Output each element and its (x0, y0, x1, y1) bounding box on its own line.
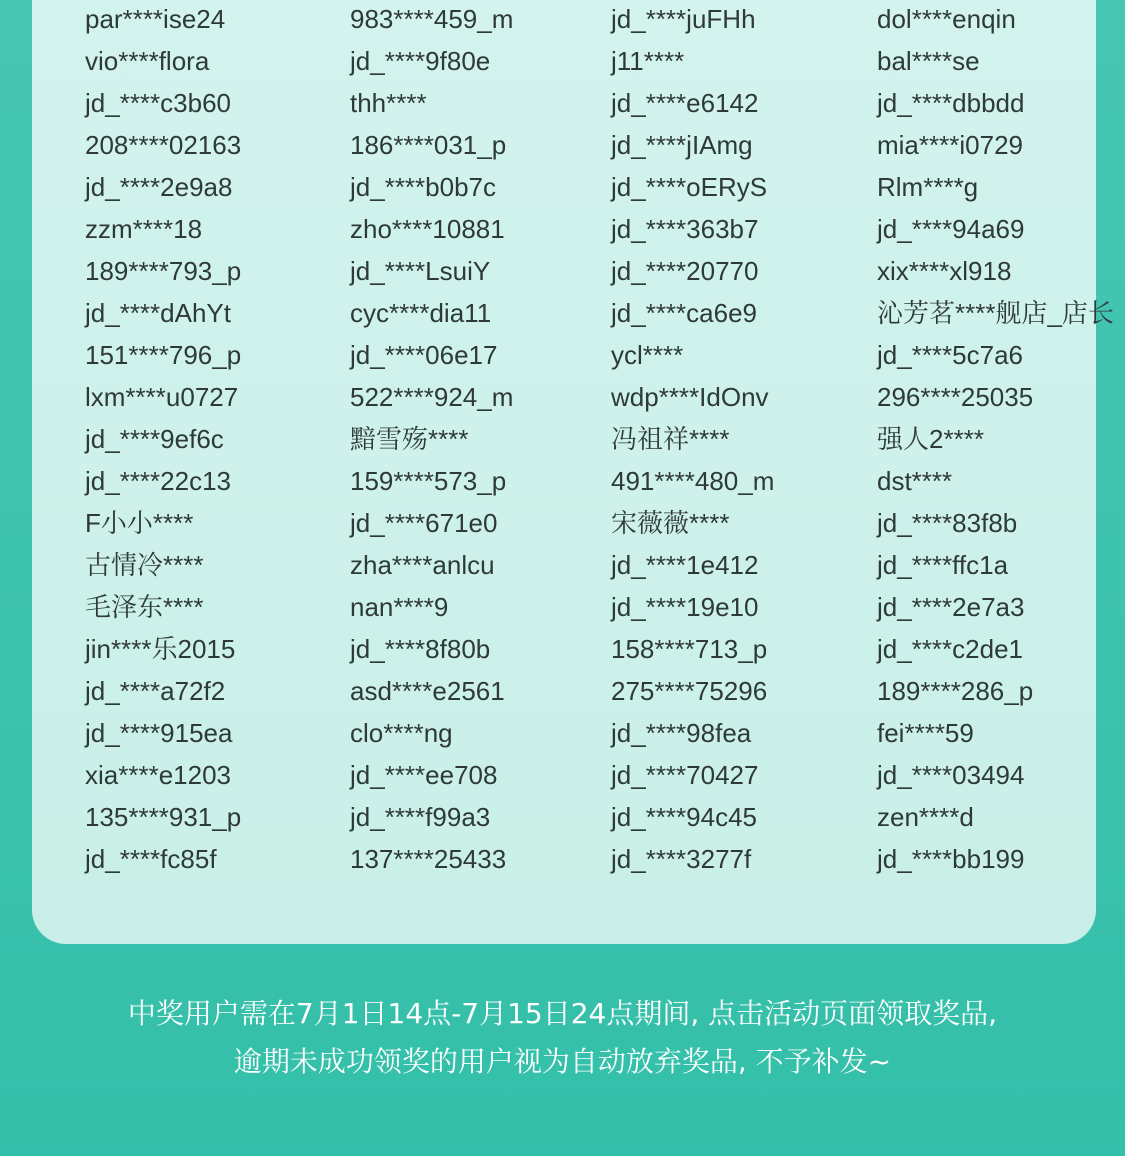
winner-name: jd_****83f8b (877, 508, 1018, 538)
winner-name: 毛泽东**** (85, 592, 204, 622)
winner-name: lxm****u0727 (85, 382, 239, 412)
winner-row (0, 754, 1125, 796)
winner-name: zen****d (877, 802, 974, 832)
winner-name: 沁芳茗****舰店_店长 (877, 298, 1114, 328)
winner-name: zha****anlcu (350, 550, 495, 580)
winner-name: jd_****22c13 (85, 466, 232, 496)
winner-name: 983****459_m (350, 4, 514, 34)
winner-name: jd_****20770 (611, 256, 759, 286)
winner-name: jd_****06e17 (350, 340, 498, 370)
winner-row (0, 208, 1125, 250)
winner-name: jd_****70427 (611, 760, 759, 790)
winner-name: 491****480_m (611, 466, 775, 496)
winner-name: 158****713_p (611, 634, 768, 664)
winner-row (0, 838, 1125, 880)
winner-name: jd_****e6142 (611, 88, 759, 118)
winner-name: Rlm****g (877, 172, 979, 202)
winner-row (0, 376, 1125, 418)
winner-name: jd_****dAhYt (85, 298, 231, 328)
winner-name: jd_****915ea (85, 718, 233, 748)
winner-name: 296****25035 (877, 382, 1034, 412)
winner-name: dol****enqin (877, 4, 1016, 34)
winner-name: 275****75296 (611, 676, 768, 706)
winner-name: j11**** (611, 46, 685, 76)
winner-name: F小小**** (85, 508, 194, 538)
winner-name: cyc****dia11 (350, 298, 492, 328)
winner-name: jd_****c3b60 (85, 88, 232, 118)
winner-name: 强人2**** (877, 424, 984, 454)
winner-name: xia****e1203 (85, 760, 232, 790)
winner-name: jd_****ffc1a (877, 550, 1009, 580)
winner-name: fei****59 (877, 718, 974, 748)
winner-name: jd_****fc85f (85, 844, 217, 874)
winner-row (0, 250, 1125, 292)
winner-name: jd_****bb199 (877, 844, 1025, 874)
winner-name: par****ise24 (85, 4, 226, 34)
winner-name: jd_****c2de1 (877, 634, 1024, 664)
winner-name: jd_****a72f2 (85, 676, 226, 706)
winner-name: 黯雪殇**** (350, 424, 469, 454)
notice-line-2: 逾期未成功领奖的用户视为自动放弃奖品, 不予补发~ (233, 1045, 892, 1078)
winner-name: jd_****3277f (611, 844, 752, 874)
winner-name: jd_****1e412 (611, 550, 759, 580)
winner-name: xix****xl918 (877, 256, 1012, 286)
winner-row (0, 670, 1125, 712)
winner-name: zzm****18 (85, 214, 203, 244)
winner-name: jd_****oERyS (611, 172, 768, 202)
winner-row (0, 712, 1125, 754)
winner-name: 208****02163 (85, 130, 242, 160)
winner-name: jd_****671e0 (350, 508, 498, 538)
winner-name: jd_****2e9a8 (85, 172, 233, 202)
winner-name: jd_****jIAmg (611, 130, 753, 160)
winner-row (0, 796, 1125, 838)
winner-name: 159****573_p (350, 466, 507, 496)
winner-name: 186****031_p (350, 130, 507, 160)
winner-row (0, 166, 1125, 208)
winner-name: jd_****b0b7c (350, 172, 497, 202)
winner-name: jd_****9f80e (350, 46, 491, 76)
winner-name: jd_****ee708 (350, 760, 498, 790)
winner-name: jd_****juFHh (611, 4, 756, 34)
winner-name: jd_****9ef6c (85, 424, 224, 454)
winner-name: asd****e2561 (350, 676, 505, 706)
winner-row (0, 544, 1125, 586)
winner-name: jd_****LsuiY (350, 256, 491, 286)
winner-name: 宋薇薇**** (611, 508, 730, 538)
winner-row (0, 292, 1125, 334)
winner-name: 古情冷**** (85, 550, 204, 580)
notice-line-1: 中奖用户需在7月1日14点-7月15日24点期间, 点击活动页面领取奖品, (127, 997, 998, 1030)
winner-name: 189****286_p (877, 676, 1034, 706)
winner-name: jd_****94c45 (611, 802, 758, 832)
winner-name: 151****796_p (85, 340, 242, 370)
winner-row (0, 82, 1125, 124)
winner-name: ycl**** (611, 340, 684, 370)
winner-name: jd_****f99a3 (350, 802, 491, 832)
winner-name: jd_****03494 (877, 760, 1025, 790)
winner-name: 137****25433 (350, 844, 507, 874)
winner-name: jd_****98fea (611, 718, 752, 748)
winner-name: jd_****8f80b (350, 634, 491, 664)
winner-row (0, 460, 1125, 502)
winner-name: jd_****5c7a6 (877, 340, 1024, 370)
winner-name: jd_****363b7 (611, 214, 759, 244)
winner-name: jd_****2e7a3 (877, 592, 1025, 622)
winner-name: bal****se (877, 46, 980, 76)
winner-name: thh**** (350, 88, 427, 118)
winner-name: dst**** (877, 466, 953, 496)
winner-name: 522****924_m (350, 382, 514, 412)
winner-name: 135****931_p (85, 802, 242, 832)
winner-row (0, 502, 1125, 544)
winner-name: jd_****94a69 (877, 214, 1025, 244)
winner-row (0, 418, 1125, 460)
winner-row (0, 0, 1125, 40)
winner-name: wdp****IdOnv (611, 382, 769, 412)
winner-name: jd_****dbbdd (877, 88, 1025, 118)
winner-name: nan****9 (350, 592, 449, 622)
winner-name: 冯祖祥**** (611, 424, 730, 454)
winner-row (0, 628, 1125, 670)
claim-notice (0, 990, 1125, 1086)
winner-row (0, 124, 1125, 166)
winner-name: vio****flora (85, 46, 210, 76)
winner-name: 189****793_p (85, 256, 242, 286)
winner-row (0, 334, 1125, 376)
winner-name: jd_****19e10 (611, 592, 759, 622)
winner-name: jd_****ca6e9 (611, 298, 758, 328)
winner-row (0, 586, 1125, 628)
winner-row (0, 40, 1125, 82)
winner-name: jin****乐2015 (85, 634, 236, 664)
winner-name: mia****i0729 (877, 130, 1023, 160)
winner-name: zho****10881 (350, 214, 505, 244)
winner-name: clo****ng (350, 718, 453, 748)
